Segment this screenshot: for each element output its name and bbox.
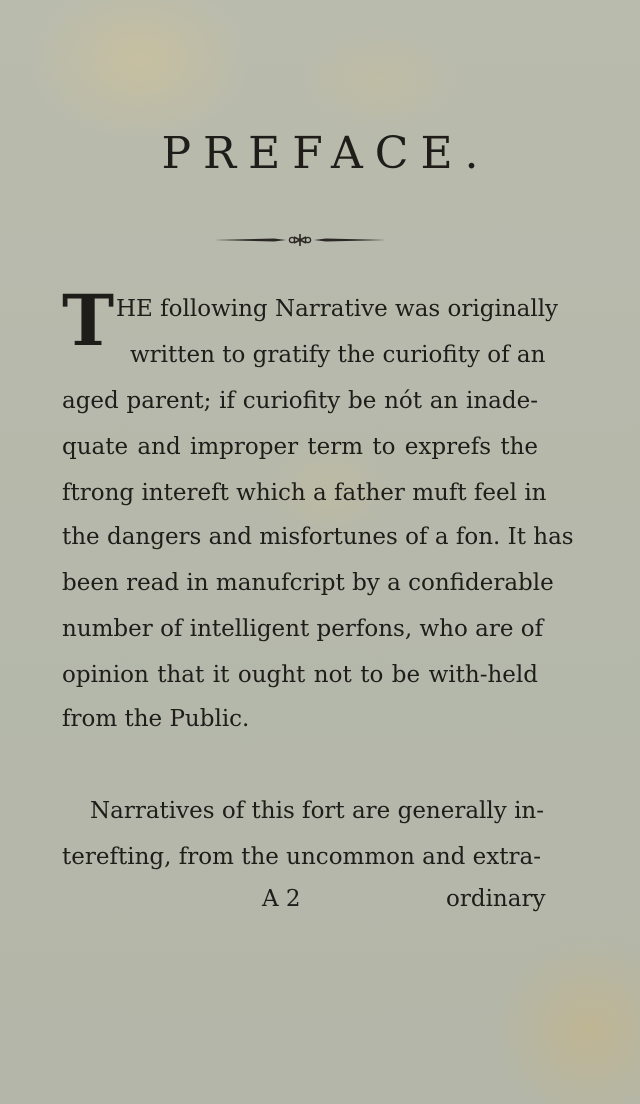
signature-mark: A 2 [262,886,301,912]
text-line-10 [62,704,249,734]
catchword: ordinary [446,886,546,912]
text-line-2 [130,340,546,370]
text-line-4 [62,432,538,462]
text-line-11-content: Narratives of this fort are generally in- [90,798,545,824]
text-line-9-content: opinion that it ought not to be with-held [62,662,538,688]
text-line-6-content: the dangers and misfortunes of a fon. It has [62,524,574,550]
text-line-3-content: aged parent; if curiofity be nót an inade- [62,388,538,414]
text-line-2-content: written to gratify the curiofity of an [130,342,546,368]
text-line-4-content: quate and improper term to exprefs the [62,434,538,460]
text-line-10-content: from the Public. [62,706,250,732]
text-line-6 [62,522,574,552]
text-line-5 [62,478,547,508]
ornamental-rule-icon [212,232,388,248]
page-title: PREFACE. [161,128,491,179]
text-line-8 [62,614,544,644]
text-line-9 [62,660,538,690]
text-line-3 [62,386,538,416]
text-line-8-content: number of intelligent perfons, who are of [62,616,544,642]
text-line-12 [62,842,541,872]
text-line-11 [90,796,545,826]
text-line-7 [62,568,554,598]
text-line-5-content: ftrong intereft which a father muft feel in [62,480,547,506]
text-line-1-content: HE following Narrative was originally [116,296,559,322]
text-line-1 [116,294,559,324]
text-line-12-content: terefting, from the uncommon and extra- [62,844,541,870]
drop-cap: T [62,279,115,362]
text-line-7-content: been read in manufcript by a confiderable [62,570,554,596]
